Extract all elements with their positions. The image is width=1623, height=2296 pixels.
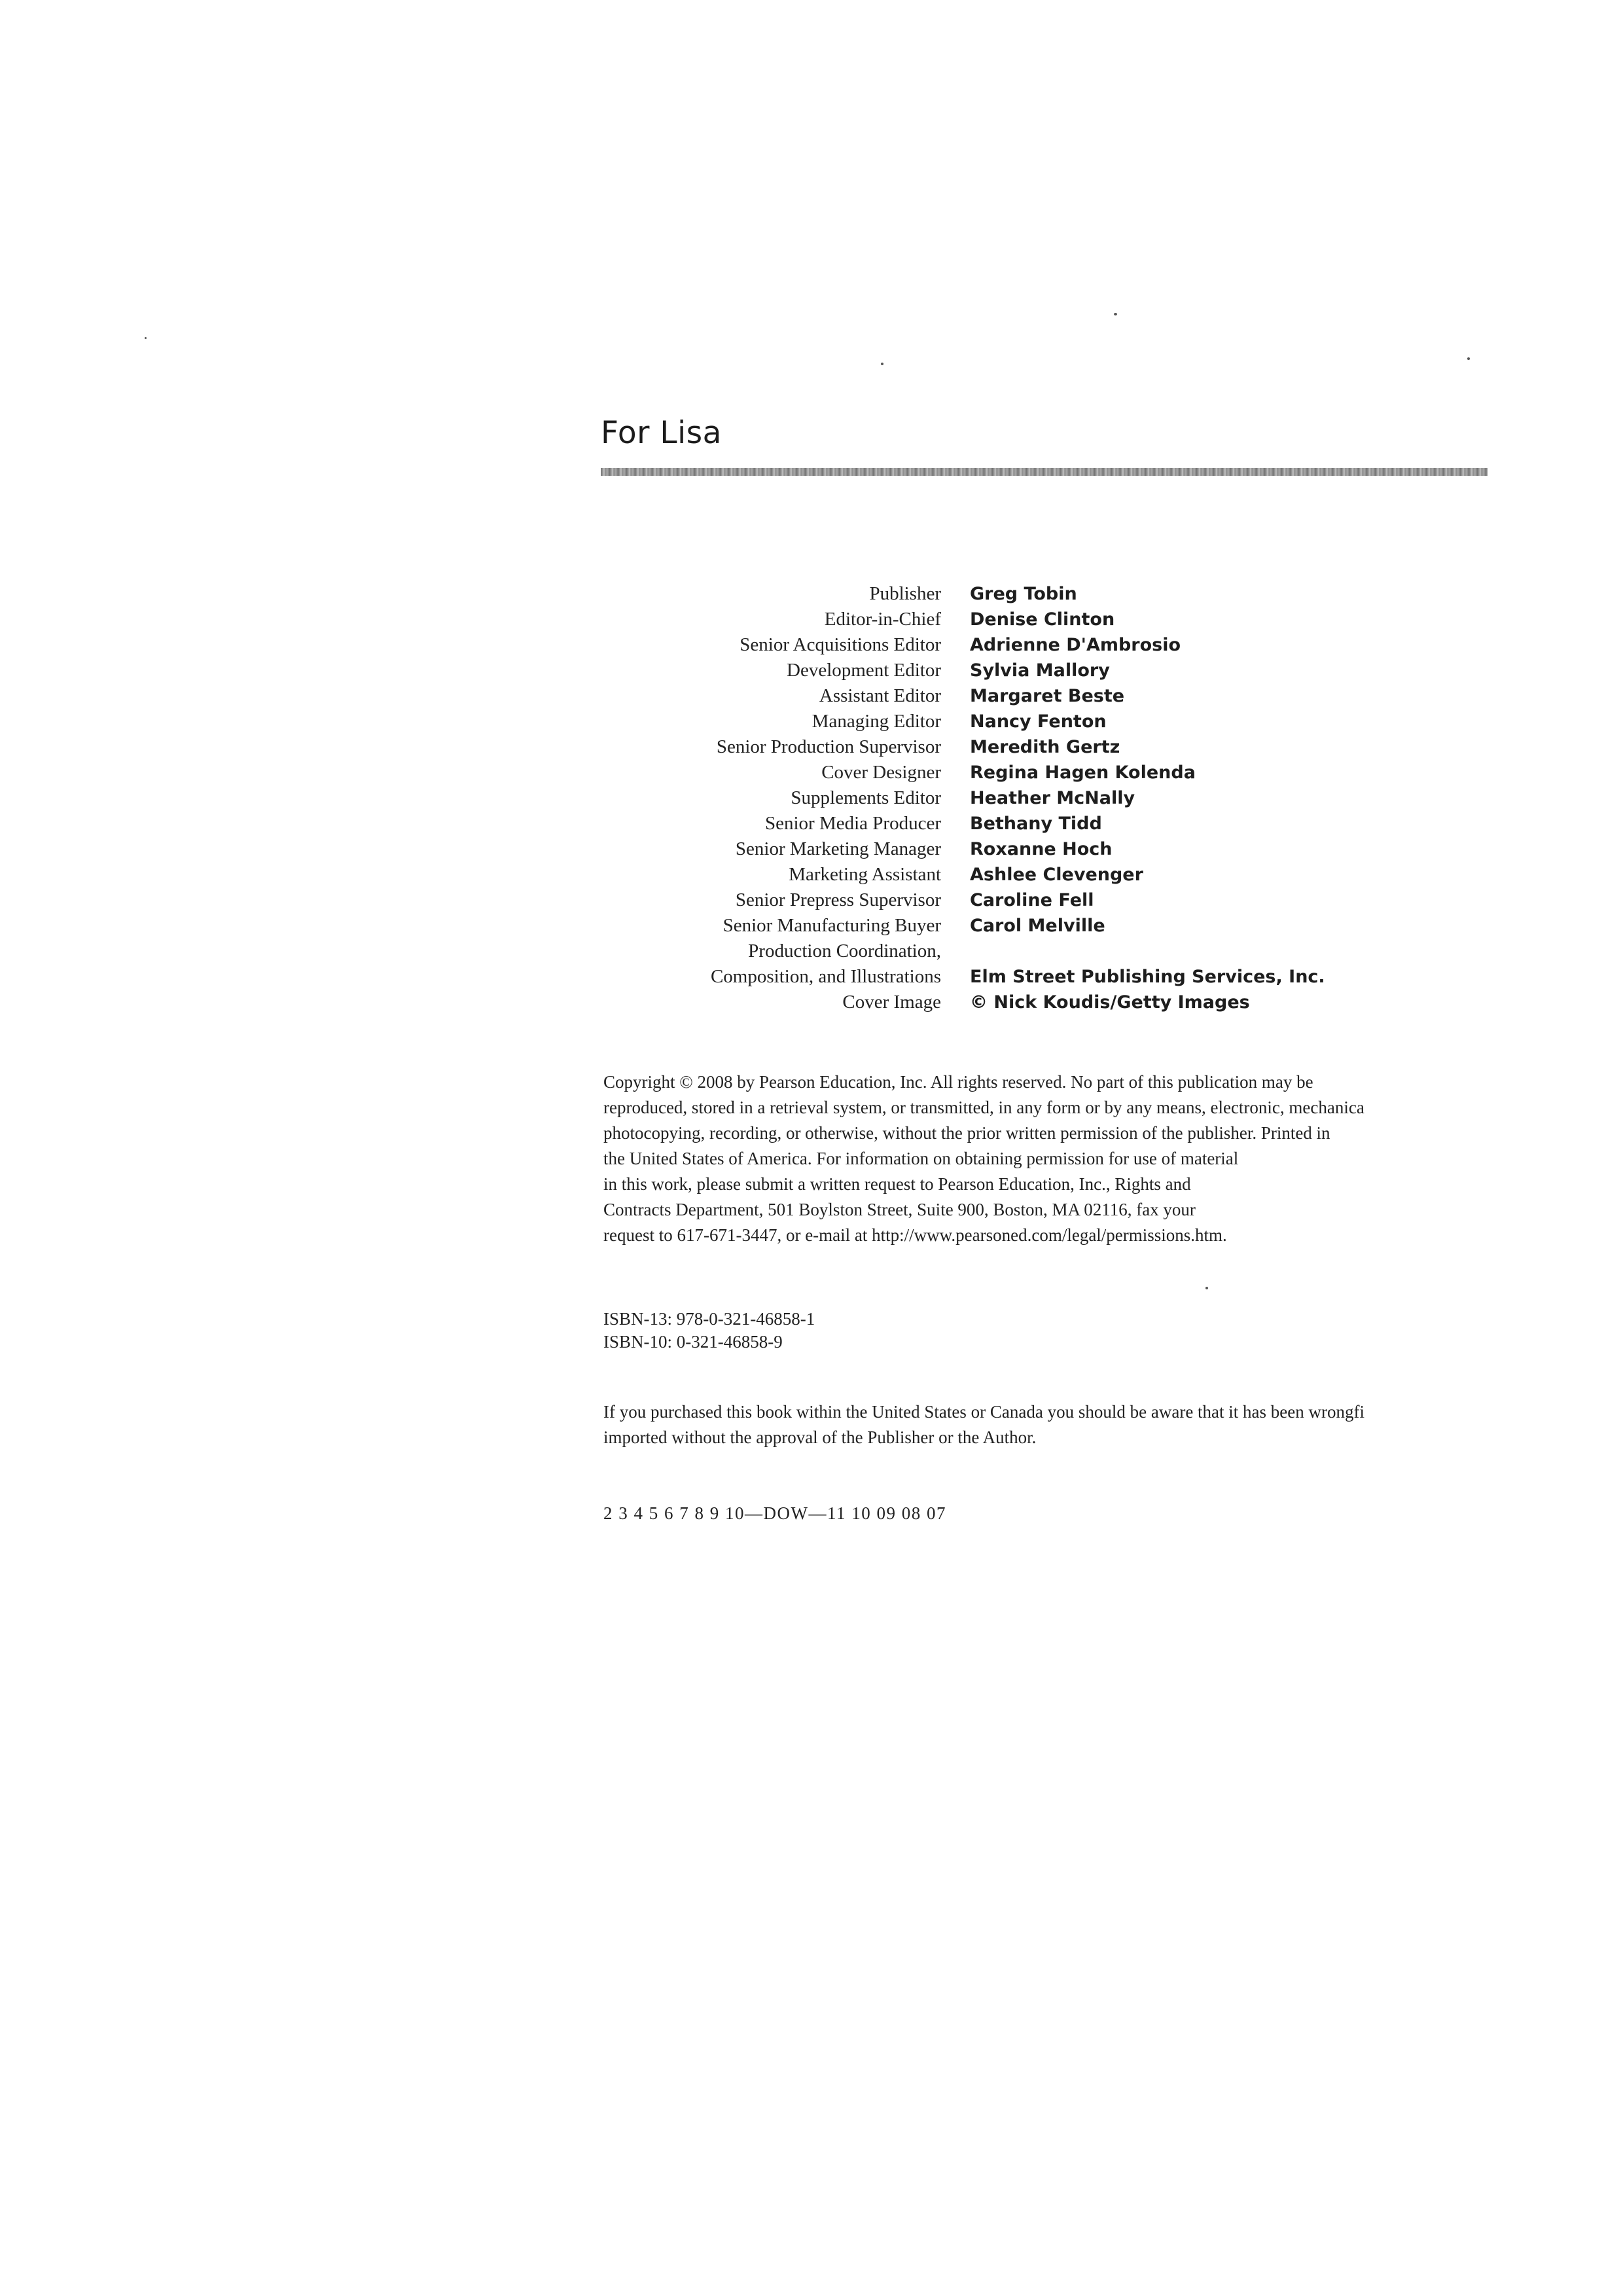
credit-role: Managing Editor <box>812 711 941 732</box>
dedication-heading: For Lisa <box>601 415 722 451</box>
credit-name: Bethany Tidd <box>970 814 1102 834</box>
copyright-line: photocopying, recording, or otherwise, without the prior written permission of the publisher. Printed in <box>603 1123 1330 1143</box>
isbn-13: ISBN-13: 978-0-321-46858-1 <box>603 1309 815 1329</box>
copyright-notice <box>603 1069 1598 1248</box>
credit-row <box>0 760 1623 785</box>
credit-role: Cover Image <box>842 992 941 1013</box>
credit-role: Publisher <box>869 583 941 604</box>
isbn-block <box>603 1308 815 1354</box>
credit-role: Supplements Editor <box>791 787 941 808</box>
copyright-line: in this work, please submit a written request to Pearson Education, Inc., Rights and <box>603 1174 1191 1194</box>
credit-row <box>0 913 1623 939</box>
isbn-10: ISBN-10: 0-321-46858-9 <box>603 1332 783 1352</box>
credit-name: Greg Tobin <box>970 584 1077 604</box>
credit-role: Senior Marketing Manager <box>735 838 941 859</box>
credit-role: Senior Manufacturing Buyer <box>722 915 941 936</box>
credit-row <box>0 683 1623 709</box>
credit-row <box>0 939 1623 964</box>
notice-line: imported without the approval of the Publisher or the Author. <box>603 1427 1037 1447</box>
credit-row <box>0 888 1623 913</box>
credit-row <box>0 964 1623 990</box>
credit-name: Adrienne D'Ambrosio <box>970 635 1181 655</box>
credits-list <box>0 581 1623 1015</box>
credit-role: Production Coordination, <box>748 941 941 961</box>
scan-speck <box>145 337 147 339</box>
credit-role: Marketing Assistant <box>789 864 941 885</box>
credit-name: Heather McNally <box>970 788 1135 808</box>
credit-name: Elm Street Publishing Services, Inc. <box>970 967 1325 987</box>
scan-speck <box>1467 357 1470 360</box>
credit-row <box>0 709 1623 734</box>
credit-role: Senior Acquisitions Editor <box>740 634 941 655</box>
credit-name: Regina Hagen Kolenda <box>970 762 1196 783</box>
credit-role: Cover Designer <box>821 762 941 783</box>
credit-name: Ashlee Clevenger <box>970 865 1143 885</box>
credit-name: Carol Melville <box>970 916 1105 936</box>
copyright-line: the United States of America. For information on obtaining permission for use of material <box>603 1149 1239 1168</box>
copyright-line: request to 617-671-3447, or e-mail at http://www.pearsoned.com/legal/permissions.htm. <box>603 1225 1227 1245</box>
credit-row <box>0 734 1623 760</box>
copyright-line: Contracts Department, 501 Boylston Street, Suite 900, Boston, MA 02116, fax your <box>603 1200 1196 1219</box>
credit-row <box>0 581 1623 607</box>
credit-role: Senior Production Supervisor <box>716 736 941 757</box>
decorative-rule <box>601 468 1488 476</box>
credit-role: Assistant Editor <box>819 685 941 706</box>
credit-name: Nancy Fenton <box>970 711 1107 732</box>
credit-row <box>0 658 1623 683</box>
notice-line: If you purchased this book within the United States or Canada you should be aware that it has been wrongfi <box>603 1402 1364 1422</box>
credit-row <box>0 862 1623 888</box>
credit-row <box>0 990 1623 1015</box>
credit-name: Sylvia Mallory <box>970 660 1110 681</box>
credit-name: Meredith Gertz <box>970 737 1120 757</box>
credit-role: Editor-in-Chief <box>824 609 941 630</box>
scan-speck <box>1114 313 1117 315</box>
copyright-line: Copyright © 2008 by Pearson Education, Inc. All rights reserved. No part of this publication may be <box>603 1072 1313 1092</box>
credit-name: Margaret Beste <box>970 686 1125 706</box>
credit-role: Development Editor <box>787 660 941 681</box>
credit-row <box>0 836 1623 862</box>
credit-row <box>0 785 1623 811</box>
credit-name: Denise Clinton <box>970 609 1115 630</box>
copyright-line: reproduced, stored in a retrieval system, or transmitted, in any form or by any means, electronic, mechanica <box>603 1098 1364 1117</box>
scan-speck <box>1205 1287 1208 1289</box>
credit-role: Senior Prepress Supervisor <box>735 889 941 910</box>
credit-name: Caroline Fell <box>970 890 1094 910</box>
credit-role: Senior Media Producer <box>765 813 941 834</box>
credit-row <box>0 632 1623 658</box>
import-notice <box>603 1399 1598 1450</box>
credit-role: Composition, and Illustrations <box>710 966 941 987</box>
credit-row <box>0 811 1623 836</box>
scan-speck <box>881 363 883 365</box>
credit-row <box>0 607 1623 632</box>
credit-name: © Nick Koudis/Getty Images <box>970 992 1250 1013</box>
print-line: 2 3 4 5 6 7 8 9 10—DOW—11 10 09 08 07 <box>603 1503 946 1523</box>
credit-name: Roxanne Hoch <box>970 839 1113 859</box>
